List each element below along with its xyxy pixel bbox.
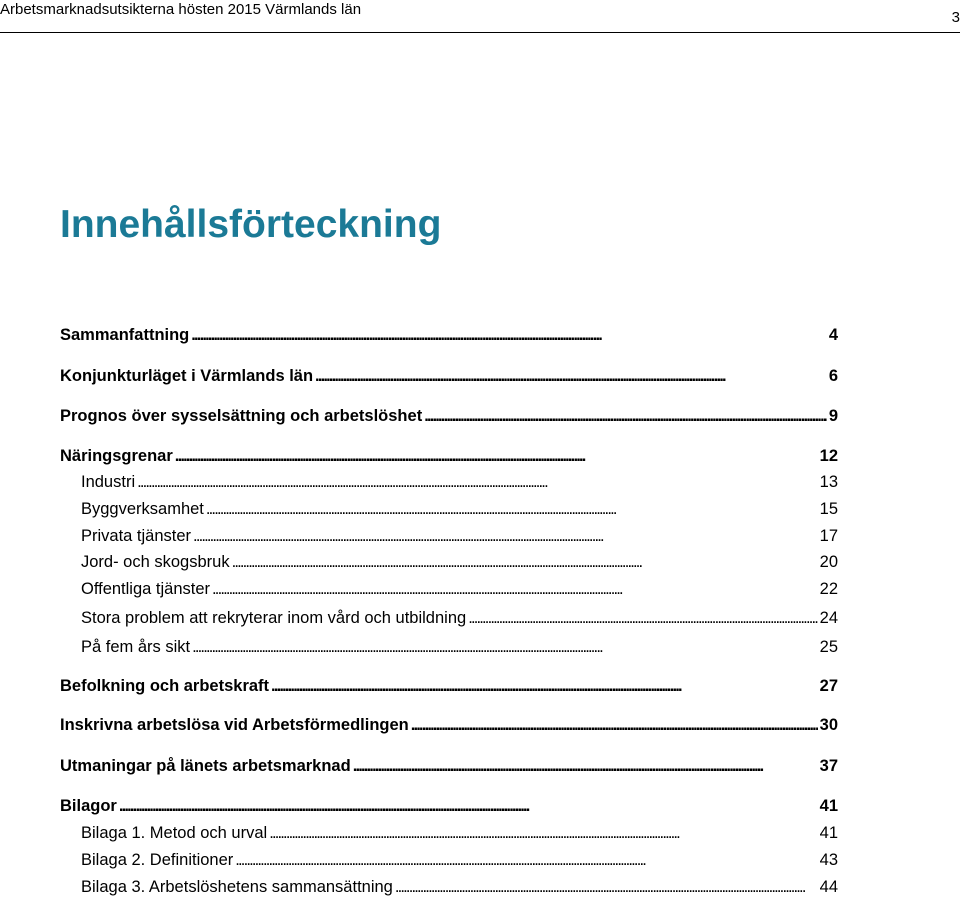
toc-entry-label: Industri bbox=[81, 473, 136, 491]
toc-entry[interactable] bbox=[81, 636, 838, 658]
toc-entry-label: Befolkning och arbetskraft bbox=[60, 677, 270, 695]
toc-entry[interactable] bbox=[81, 607, 838, 629]
toc-entry-page: 12 bbox=[819, 447, 838, 465]
toc-entry-page: 24 bbox=[819, 609, 838, 627]
toc-dot-leader bbox=[192, 636, 818, 658]
toc-entry[interactable] bbox=[60, 755, 838, 777]
toc-dot-leader bbox=[353, 755, 818, 777]
toc-dot-leader bbox=[271, 675, 818, 697]
toc-entry-page: 30 bbox=[819, 716, 838, 734]
toc-entry[interactable] bbox=[81, 551, 838, 573]
toc-entry-label: Privata tjänster bbox=[81, 527, 192, 545]
toc-entry-page: 41 bbox=[819, 824, 838, 842]
toc-entry-page: 22 bbox=[819, 580, 838, 598]
toc-entry[interactable] bbox=[60, 714, 838, 736]
toc-dot-leader bbox=[193, 525, 818, 547]
toc-entry-label: Utmaningar på länets arbetsmarknad bbox=[60, 757, 351, 775]
toc-entry[interactable] bbox=[60, 365, 838, 387]
toc-dot-leader bbox=[232, 551, 818, 573]
toc-entry-label: Bilaga 1. Metod och urval bbox=[81, 824, 268, 842]
toc-entry[interactable] bbox=[81, 822, 838, 844]
toc-entry-page: 41 bbox=[819, 797, 838, 815]
toc-entry-label: Näringsgrenar bbox=[60, 447, 173, 465]
toc-entry[interactable] bbox=[60, 445, 838, 467]
toc-entry-page: 9 bbox=[828, 407, 838, 425]
toc-dot-leader bbox=[119, 795, 818, 817]
toc-entry-label: Stora problem att rekryterar inom vård och utbildning bbox=[81, 609, 467, 627]
toc-entry-page: 44 bbox=[819, 878, 838, 896]
toc-entry-label: Konjunkturläget i Värmlands län bbox=[60, 367, 314, 385]
toc-entry[interactable] bbox=[81, 498, 838, 520]
toc-entry[interactable] bbox=[81, 525, 838, 547]
toc-dot-leader bbox=[395, 876, 818, 898]
toc-entry-label: Byggverksamhet bbox=[81, 500, 204, 518]
toc-entry[interactable] bbox=[60, 324, 838, 346]
toc-entry-label: Offentliga tjänster bbox=[81, 580, 211, 598]
toc-entry[interactable] bbox=[60, 795, 838, 817]
toc-heading: Innehållsförteckning bbox=[60, 203, 442, 246]
toc-entry-page: 17 bbox=[819, 527, 838, 545]
toc-entry[interactable] bbox=[81, 471, 838, 493]
toc-entry[interactable] bbox=[81, 578, 838, 600]
toc-dot-leader bbox=[175, 445, 818, 467]
toc-dot-leader bbox=[137, 471, 818, 493]
toc-entry-label: Sammanfattning bbox=[60, 326, 190, 344]
toc-entry[interactable] bbox=[60, 675, 838, 697]
toc-entry[interactable] bbox=[60, 405, 838, 427]
toc-entry-label: Bilagor bbox=[60, 797, 117, 815]
page-number: 3 bbox=[951, 9, 960, 26]
toc-entry-page: 27 bbox=[819, 677, 838, 695]
toc-entry[interactable] bbox=[81, 876, 838, 898]
toc-entry-page: 43 bbox=[819, 851, 838, 869]
toc-entry-page: 13 bbox=[819, 473, 838, 491]
toc-entry-page: 4 bbox=[828, 326, 838, 344]
toc-dot-leader bbox=[424, 405, 827, 427]
toc-dot-leader bbox=[269, 822, 817, 844]
toc-dot-leader bbox=[206, 498, 818, 520]
toc-entry-page: 15 bbox=[819, 500, 838, 518]
toc-dot-leader bbox=[411, 714, 818, 736]
toc-entry-page: 6 bbox=[828, 367, 838, 385]
toc-dot-leader bbox=[212, 578, 818, 600]
toc-entry-page: 25 bbox=[819, 638, 838, 656]
toc-dot-leader bbox=[191, 324, 827, 346]
toc-entry-label: Inskrivna arbetslösa vid Arbetsförmedlingen bbox=[60, 716, 409, 734]
toc-entry-label: Jord- och skogsbruk bbox=[81, 553, 230, 571]
toc-dot-leader bbox=[235, 849, 817, 871]
document-title: Arbetsmarknadsutsikterna hösten 2015 Värmlands län bbox=[0, 1, 362, 18]
toc-entry[interactable] bbox=[81, 849, 838, 871]
toc-entry-label: Bilaga 2. Definitioner bbox=[81, 851, 234, 869]
toc-entry-label: Prognos över sysselsättning och arbetslöshet bbox=[60, 407, 423, 425]
toc-dot-leader bbox=[315, 365, 827, 387]
toc-entry-label: Bilaga 3. Arbetslöshetens sammansättning bbox=[81, 878, 393, 896]
toc-entry-page: 37 bbox=[819, 757, 838, 775]
toc-entry-label: På fem års sikt bbox=[81, 638, 191, 656]
toc-entry-page: 20 bbox=[819, 553, 838, 571]
toc-dot-leader bbox=[468, 607, 817, 629]
